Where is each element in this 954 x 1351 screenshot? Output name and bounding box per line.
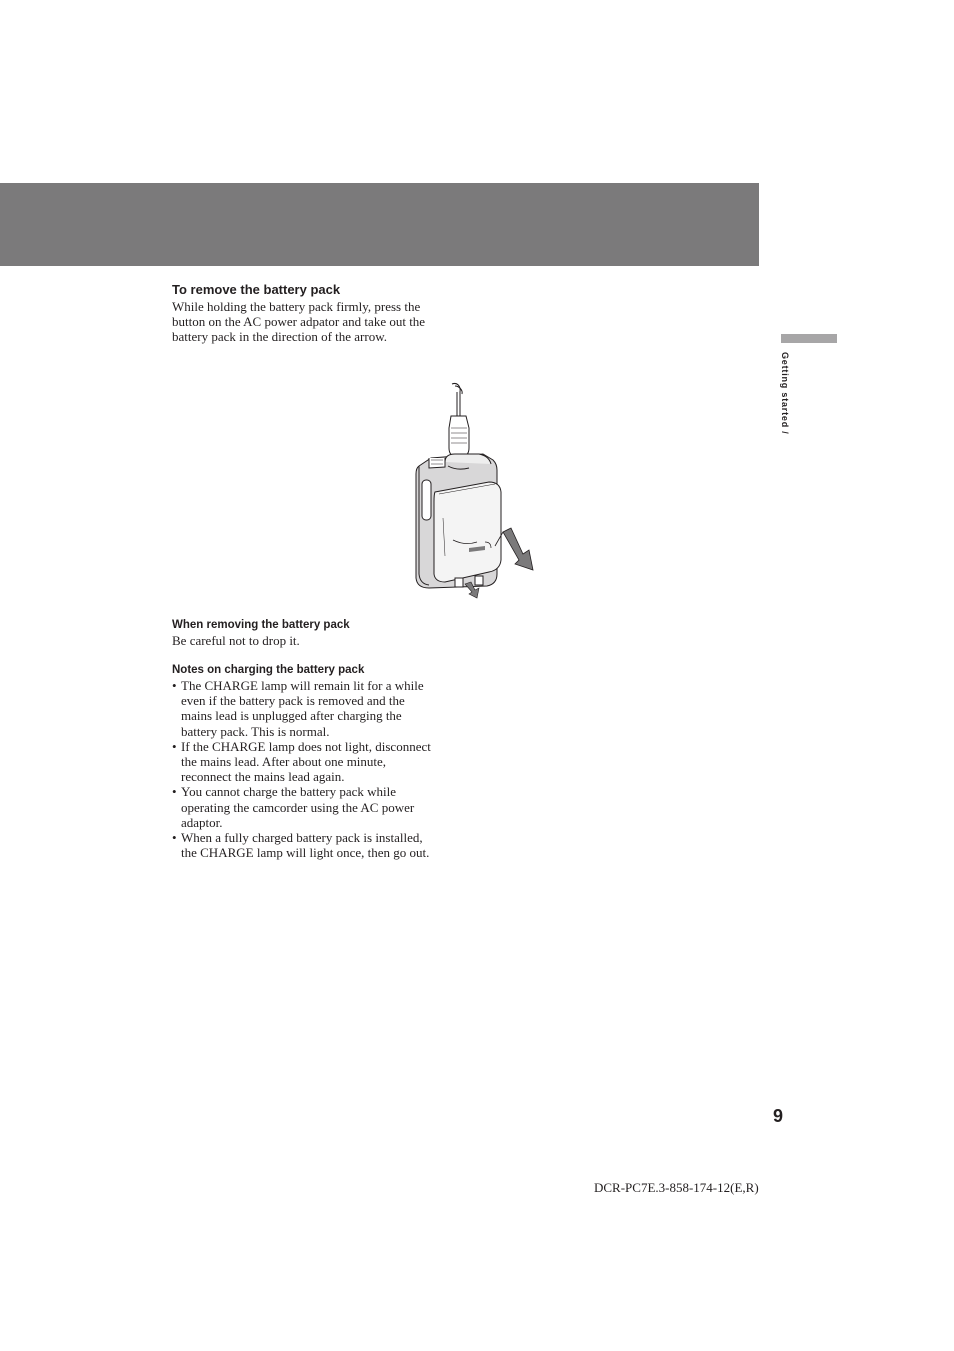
section-tab-label: Getting started /	[780, 352, 790, 435]
removing-note-text: Be careful not to drop it.	[172, 633, 300, 648]
list-item: • When a fully charged battery pack is installed, the CHARGE lamp will light once, then go out.	[172, 830, 430, 861]
remove-battery-line: battery pack in the direction of the arrow.	[172, 329, 388, 345]
charging-notes-section	[172, 662, 462, 860]
list-item: • If the CHARGE lamp does not light, disconnect the mains lead. After about one minute, reconnect the mains lead again.	[172, 738, 431, 785]
remove-battery-line: While holding the battery pack firmly, press the	[172, 299, 421, 314]
bullet-icon: •	[172, 738, 177, 754]
ac-adaptor-battery-removal-illustration	[405, 378, 545, 600]
page-number: 9	[773, 1106, 784, 1126]
remove-battery-line: button on the AC power adpator and take out the	[172, 314, 426, 330]
removing-note-heading: When removing the battery pack	[172, 619, 350, 631]
illustration-svg	[405, 378, 545, 600]
list-item: • The CHARGE lamp will remain lit for a while even if the battery pack is removed and the mains lead is unplugged after charging the battery pack. This is normal.	[172, 678, 424, 739]
release-button	[422, 480, 431, 520]
remove-battery-text	[172, 299, 462, 345]
header-band	[0, 183, 759, 266]
remove-battery-section	[172, 281, 462, 345]
list-item: • You cannot charge the battery pack while operating the camcorder using the AC power adaptor.	[172, 784, 415, 830]
bullet-icon: •	[172, 830, 177, 846]
bullet-icon: •	[172, 784, 177, 800]
battery-pack	[434, 482, 501, 582]
footer-code: DCR-PC7E.3-858-174-12(E,R)	[594, 1180, 759, 1195]
charging-notes-list	[172, 678, 462, 860]
section-tab-marker	[781, 334, 837, 343]
bullet-icon: •	[172, 678, 177, 693]
removing-note-section	[172, 617, 462, 648]
mains-plug	[449, 416, 469, 458]
mains-cable	[452, 383, 460, 416]
remove-battery-heading: To remove the battery pack	[172, 282, 341, 297]
charging-notes-heading: Notes on charging the battery pack	[172, 664, 365, 676]
